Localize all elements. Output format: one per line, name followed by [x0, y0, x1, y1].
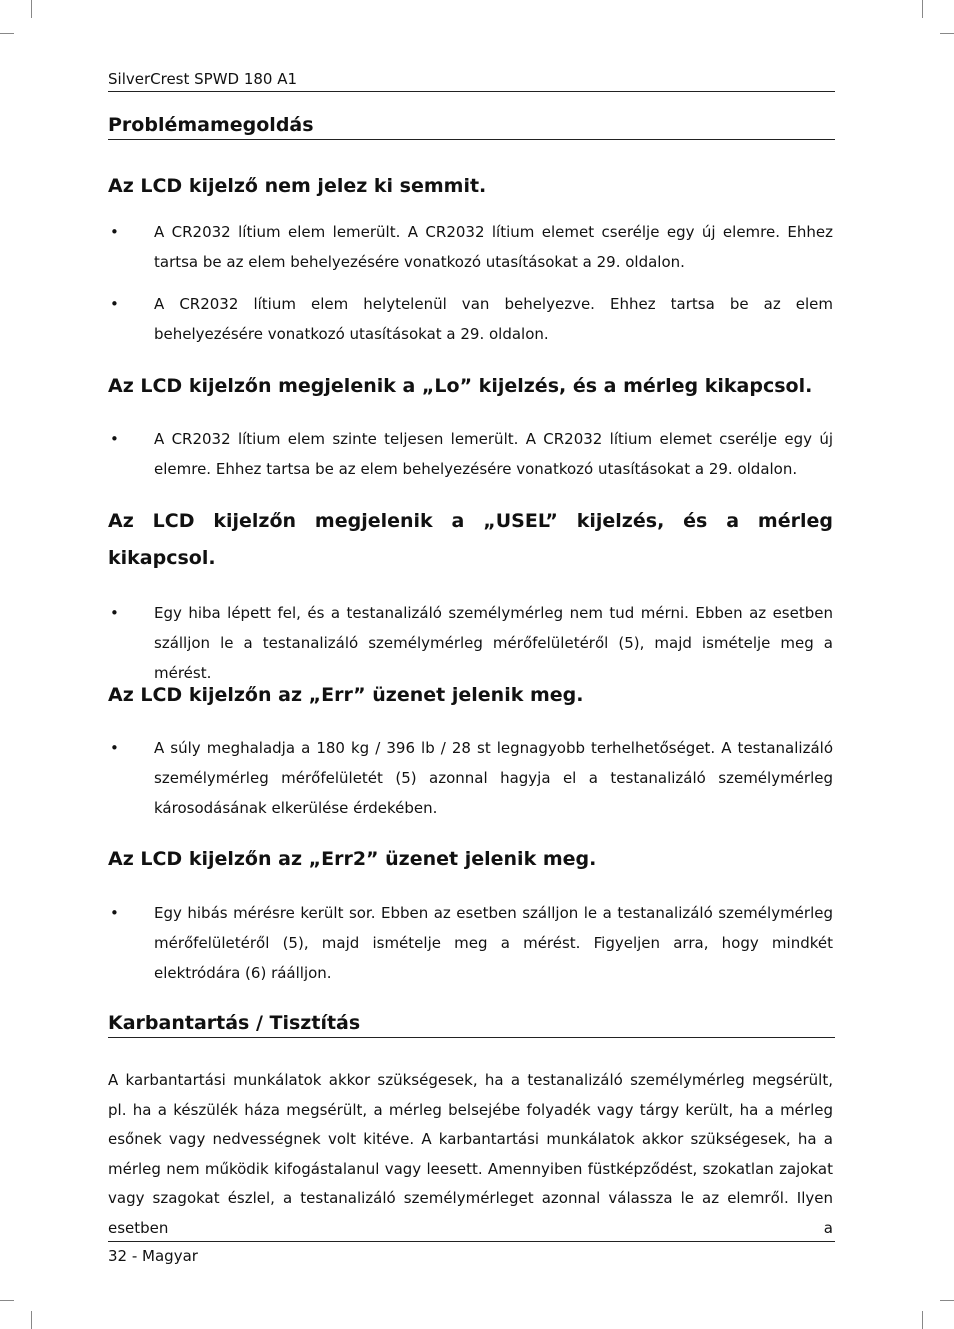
bullet-icon: •: [110, 904, 119, 922]
crop-mark-top-right-h: [940, 33, 954, 34]
bullet-icon: •: [110, 604, 119, 622]
list-item: [108, 898, 833, 988]
crop-mark-bottom-right-v: [922, 1311, 923, 1329]
list-item-text: A CR2032 lítium elem szinte teljesen lemerült. A CR2032 lítium elemet cserélje egy új elemre. Ehhez tartsa be az elem behelyezésére vonatkozó utasításokat a 29. oldalon.: [154, 430, 833, 478]
list-item-text: A súly meghaladja a 180 kg / 396 lb / 28 st legnagyobb terhelhetőséget. A testanalizáló személymérleg mérőfelületét (5) azonnal hagyja el a testanalizáló személymérleg károsodásának elkerülése érdekében.: [154, 739, 833, 817]
crop-mark-bottom-left-v: [31, 1311, 32, 1329]
bullet-icon: •: [110, 295, 119, 313]
issue-heading-err: Az LCD kijelzőn az „Err” üzenet jelenik meg.: [108, 684, 584, 706]
issue-heading-err2: Az LCD kijelzőn az „Err2” üzenet jelenik meg.: [108, 848, 597, 870]
crop-mark-top-right-v: [922, 0, 923, 18]
list-item-text: Egy hibás mérésre került sor. Ebben az esetben szálljon le a testanalizáló személymérleg mérőfelületéről (5), majd ismételje meg a mérést. Figyeljen arra, hogy mindkét elektródára (6) ráálljon.: [154, 904, 833, 982]
list-item: [108, 424, 833, 484]
list-item: [108, 289, 833, 349]
list-item-text: A CR2032 lítium elem helytelenül van behelyezve. Ehhez tartsa be az elem behelyezésére vonatkozó utasításokat a 29. oldalon.: [154, 295, 833, 343]
list-item-text: Egy hiba lépett fel, és a testanalizáló személymérleg nem tud mérni. Ebben az esetben szálljon le a testanalizáló személymérleg mérőfelületéről (5), majd ismételje meg a mérést.: [154, 604, 833, 682]
crop-mark-top-left-h: [0, 33, 14, 34]
page-header: SilverCrest SPWD 180 A1: [108, 70, 835, 92]
crop-mark-bottom-left-h: [0, 1300, 14, 1301]
issue-heading-lo: Az LCD kijelzőn megjelenik a „Lo” kijelzés, és a mérleg kikapcsol.: [108, 375, 813, 397]
crop-mark-bottom-right-h: [940, 1300, 954, 1301]
issue-heading-no-display: Az LCD kijelző nem jelez ki semmit.: [108, 175, 487, 197]
bullet-icon: •: [110, 223, 119, 241]
page-footer: 32 - Magyar: [108, 1241, 835, 1265]
list-item: [108, 598, 833, 688]
bullet-icon: •: [110, 430, 119, 448]
section-title-maintenance: Karbantartás / Tisztítás: [108, 1012, 835, 1038]
crop-mark-top-left-v: [31, 0, 32, 18]
list-item: [108, 733, 833, 823]
list-item-text: A CR2032 lítium elem lemerült. A CR2032 lítium elemet cserélje egy új elemre. Ehhez tartsa be az elem behelyezésére vonatkozó utasításokat a 29. oldalon.: [154, 223, 833, 271]
list-item: [108, 217, 833, 277]
issue-heading-usel: Az LCD kijelzőn megjelenik a „USEL” kijelzés, és a mérleg kikapcsol.: [108, 510, 833, 569]
maintenance-paragraph: A karbantartási munkálatok akkor szükségesek, ha a testanalizáló személymérleg megsérült, pl. ha a készülék háza megsérült, a mérleg belsejébe folyadék vagy tárgy került, ha a mérleg esőnek vagy nedvességnek volt kitéve. A karbantartási munkálatok akkor szükségesek, ha a mérleg nem működik kifogástalanul vagy leesett. Amennyiben füstképződést, szokatlan zajokat vagy szagokat észlel, a testanalizáló személymérleget azonnal válassza le az elemről. Ilyen esetben a: [108, 1071, 833, 1237]
section-title-troubleshooting: Problémamegoldás: [108, 114, 835, 140]
bullet-icon: •: [110, 739, 119, 757]
